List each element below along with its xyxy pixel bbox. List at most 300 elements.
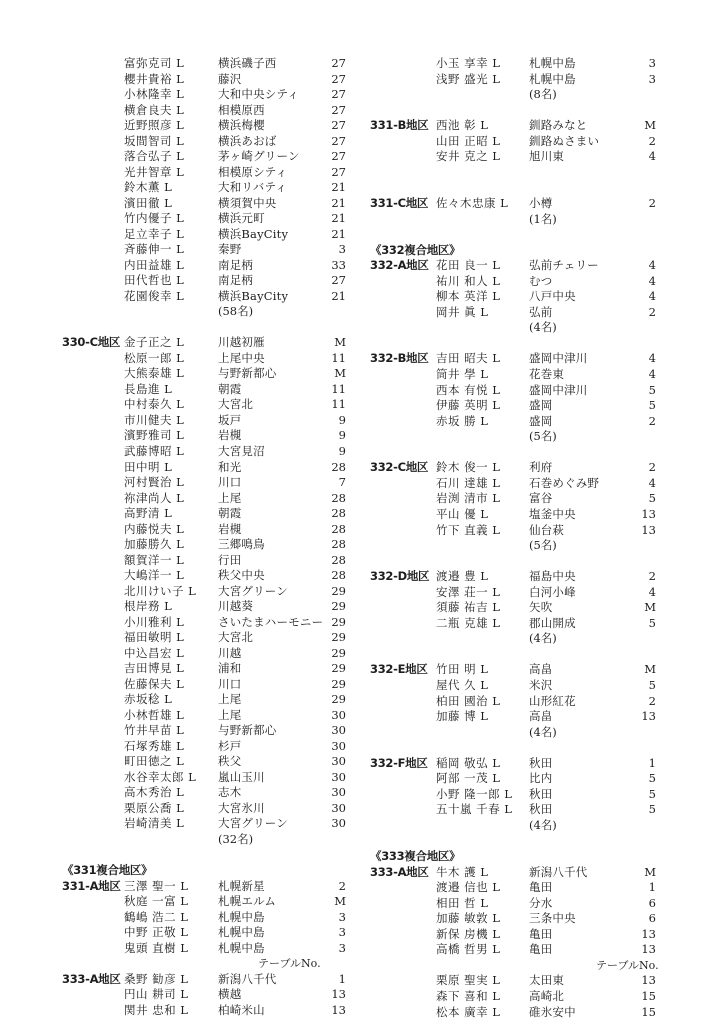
table-number: 28 (331, 521, 346, 536)
member-name: 西本 有悦 L (436, 382, 501, 397)
table-number: 30 (331, 707, 346, 722)
table-number: 29 (331, 692, 346, 707)
member-name: 岩渕 清市 L (436, 491, 501, 506)
list-row (0, 72, 362, 87)
list-row (362, 694, 724, 709)
club-name: 藤沢 (218, 71, 242, 86)
club-name: 比内 (529, 771, 553, 786)
club-name: 碓氷安中 (529, 1004, 576, 1019)
club-name: 札幌中島 (218, 925, 265, 940)
list-row (362, 771, 724, 786)
member-name: 佐藤保夫 L (124, 676, 185, 691)
list-row (362, 1005, 724, 1020)
table-number: 5 (648, 615, 656, 630)
table-number: 28 (331, 490, 346, 505)
list-row (362, 507, 724, 522)
table-number: 21 (331, 180, 346, 195)
table-number: 1 (338, 971, 346, 986)
member-name: 祐川 和人 L (436, 273, 501, 288)
table-number: 3 (648, 71, 656, 86)
club-name: 札幌中島 (529, 71, 576, 86)
list-row (0, 987, 362, 1002)
table-number: 2 (338, 878, 346, 893)
member-name: 筒井 學 L (436, 367, 489, 381)
club-name: 分水 (529, 895, 553, 910)
list-row (0, 522, 362, 537)
member-name: 佐々木忠康 L (436, 195, 509, 210)
club-name: 相模原シティ (218, 164, 288, 179)
member-name: 二瓶 克雄 L (436, 615, 501, 630)
club-name: 札幌中島 (218, 909, 265, 924)
club-name: 三条中央 (529, 911, 576, 926)
table-number: 29 (331, 614, 346, 629)
list-row (362, 72, 724, 87)
table-number: 13 (641, 973, 656, 988)
club-name: さいたまハーモニー (218, 614, 324, 629)
district-label: 330-C地区 (62, 335, 121, 350)
list-row (0, 723, 362, 738)
club-name: 盛岡中津川 (529, 382, 588, 397)
club-name: 福島中央 (529, 569, 576, 584)
club-name: 盛岡中津川 (529, 351, 588, 366)
member-name: 祢津尚人 L (124, 490, 185, 505)
list-row (0, 801, 362, 816)
district-label: 331-A地区 (62, 878, 121, 893)
list-row (362, 398, 724, 413)
table-number: 11 (331, 381, 346, 396)
club-name: 札幌中島 (529, 56, 576, 70)
list-row (0, 149, 362, 164)
table-number: 27 (331, 102, 346, 117)
list-row (0, 879, 362, 894)
member-name: 花園俊幸 L (124, 288, 185, 303)
list-row (0, 460, 362, 475)
list-row (362, 942, 724, 957)
table-number: 29 (331, 630, 346, 645)
member-name: 赤坂稔 L (124, 692, 173, 707)
club-name: 行田 (218, 552, 242, 567)
list-row (362, 429, 724, 444)
club-name: 盛岡 (529, 413, 553, 428)
member-name: 牛木 護 L (436, 864, 489, 879)
member-name: 横倉良夫 L (124, 102, 185, 117)
club-name: 大宮北 (218, 630, 254, 645)
member-name: 三澤 聖一 L (124, 878, 189, 893)
list-row (0, 491, 362, 506)
member-name: 石塚秀雄 L (124, 738, 185, 753)
member-name: 稲岡 敬弘 L (436, 755, 501, 770)
section-heading: 《333複合地区》 (370, 849, 461, 864)
club-name: 志木 (218, 785, 242, 800)
member-name: 福田敏明 L (124, 630, 185, 645)
list-row (0, 770, 362, 785)
list-row (362, 258, 724, 273)
member-name: 鈴木薫 L (124, 180, 173, 195)
list-row (0, 863, 362, 878)
table-number: 9 (338, 412, 346, 427)
list-row (362, 880, 724, 895)
list-row (362, 134, 724, 149)
table-number: 2 (648, 693, 656, 708)
club-name: 大和リバティ (218, 180, 287, 195)
list-row (0, 56, 362, 71)
member-name: 小野 隆一郎 L (436, 786, 513, 801)
club-name: 大宮グリーン (218, 583, 288, 598)
table-number: 30 (331, 816, 346, 831)
member-name: 中村泰久 L (124, 397, 185, 412)
member-name: 河村賢治 L (124, 475, 185, 490)
list-row (0, 754, 362, 769)
table-number: 30 (331, 800, 346, 815)
table-number: 2 (648, 569, 656, 584)
table-number: 13 (641, 709, 656, 724)
list-row (362, 367, 724, 382)
member-name: 西池 彰 L (436, 118, 489, 133)
list-row (362, 958, 724, 973)
club-name: 横浜あおば (218, 133, 277, 148)
member-name: 斉藤伸一 L (124, 242, 185, 257)
club-name: 弘前 (529, 304, 553, 319)
table-number: 27 (331, 273, 346, 288)
list-row (0, 661, 362, 676)
member-name: 中込昌宏 L (124, 645, 185, 660)
member-name: 安澤 荘一 L (436, 584, 501, 599)
section-heading: 《331複合地区》 (62, 863, 153, 878)
club-name: 秋田 (529, 755, 553, 770)
table-number: M (644, 600, 656, 615)
table-number: 13 (641, 926, 656, 941)
table-number: 28 (331, 568, 346, 583)
table-number: 30 (331, 769, 346, 784)
club-name: 大宮氷川 (218, 800, 265, 815)
list-row (362, 600, 724, 615)
table-number: 2 (648, 195, 656, 210)
club-name: 横浜元町 (218, 211, 265, 226)
member-name: 高木秀治 L (124, 785, 185, 800)
member-name: 秋庭 一富 L (124, 894, 189, 909)
club-name: 札幌エルム (218, 894, 277, 909)
club-name: 秋田 (529, 786, 553, 801)
member-count: (5名) (529, 538, 557, 553)
club-name: 釧路ぬさまい (529, 133, 600, 148)
member-name: 平山 優 L (436, 506, 489, 521)
club-name: 利府 (529, 460, 553, 475)
member-name: 櫻井貴裕 L (124, 71, 185, 86)
club-name: 川越葵 (218, 599, 254, 614)
table-number: 3 (338, 925, 346, 940)
table-number-header: テーブルNo. (258, 957, 321, 971)
member-name: 竹下 直義 L (436, 522, 501, 537)
list-row (362, 849, 724, 864)
club-name: 釧路みなと (529, 118, 588, 133)
member-name: 石川 達雄 L (436, 475, 501, 490)
member-name: 鬼頭 直樹 L (124, 940, 189, 955)
district-label: 332-A地区 (370, 258, 429, 273)
member-count: (32名) (218, 832, 254, 846)
club-name: 盛岡 (529, 398, 553, 413)
district-label: 332-F地区 (370, 755, 428, 770)
table-number: M (644, 662, 656, 677)
member-name: 高野清 L (124, 506, 173, 521)
list-row (362, 523, 724, 538)
member-name: 岩崎清美 L (124, 816, 185, 831)
member-name: 大熊泰雄 L (124, 366, 185, 381)
list-row (0, 165, 362, 180)
table-number: 28 (331, 552, 346, 567)
list-row (362, 460, 724, 475)
list-row (0, 273, 362, 288)
list-row (0, 956, 362, 971)
table-number: M (334, 894, 346, 909)
list-row (0, 568, 362, 583)
list-row (0, 894, 362, 909)
member-name: 屋代 久 L (436, 678, 489, 692)
list-row (362, 289, 724, 304)
table-number: 2 (648, 460, 656, 475)
club-name: 嵐山玉川 (218, 769, 265, 784)
table-number: 4 (648, 258, 656, 273)
member-name: 長島進 L (124, 381, 173, 396)
member-count: (4名) (529, 631, 557, 646)
member-name: 水谷幸太郎 L (124, 769, 197, 784)
table-number: 11 (331, 397, 346, 412)
club-name: 石巻めぐみ野 (529, 475, 600, 490)
club-name: 与野新都心 (218, 723, 277, 738)
district-label: 332-C地区 (370, 460, 429, 475)
table-number: 29 (331, 645, 346, 660)
table-number: M (644, 864, 656, 879)
table-number: 29 (331, 599, 346, 614)
club-name: 上尾 (218, 692, 242, 707)
table-number: 9 (338, 444, 346, 458)
table-number: 33 (331, 257, 346, 272)
club-name: 柏崎米山 (218, 1002, 265, 1017)
list-row (0, 739, 362, 754)
list-row (0, 444, 362, 459)
club-name: 新潟八千代 (529, 864, 588, 879)
member-name: 濱野雅司 L (124, 428, 185, 443)
member-name: 金子正之 L (124, 335, 185, 350)
member-name: 鶴嶋 浩二 L (124, 909, 189, 924)
table-number: 5 (648, 802, 656, 817)
table-number: 2 (648, 133, 656, 148)
list-row (0, 630, 362, 645)
table-number: 4 (648, 475, 656, 490)
table-number: 6 (648, 895, 656, 910)
member-name: 竹井早苗 L (124, 723, 185, 738)
member-count: (58名) (218, 304, 254, 319)
table-number: 30 (331, 738, 346, 753)
club-name: 杉戸 (218, 738, 242, 753)
list-row (362, 476, 724, 491)
club-name: 茅ヶ崎グリーン (218, 149, 300, 164)
list-row (362, 212, 724, 227)
club-name: 亀田 (529, 942, 553, 957)
club-name: 高畠 (529, 709, 553, 724)
list-row (362, 274, 724, 289)
member-name: 内田益雄 L (124, 257, 185, 272)
club-name: 米沢 (529, 678, 553, 692)
list-row (362, 118, 724, 133)
member-name: 額賀洋一 L (124, 552, 185, 567)
member-name: 加藤 博 L (436, 709, 489, 724)
member-name: 落合弘子 L (124, 149, 185, 164)
club-name: 仙台萩 (529, 522, 565, 537)
club-name: 新潟八千代 (218, 971, 277, 986)
list-row (362, 787, 724, 802)
member-count: (5名) (529, 429, 557, 444)
club-name: 旭川東 (529, 149, 565, 164)
member-count: (4名) (529, 320, 557, 335)
member-count: (4名) (529, 724, 557, 739)
member-name: 相田 哲 L (436, 895, 489, 910)
club-name: 南足柄 (218, 273, 254, 288)
member-name: 小玉 享幸 L (436, 56, 501, 70)
member-name: 田代哲也 L (124, 273, 185, 288)
club-name: 高畠 (529, 662, 553, 677)
list-row (0, 615, 362, 630)
list-row (362, 491, 724, 506)
list-row (362, 196, 724, 211)
section-heading: 《332複合地区》 (370, 242, 461, 257)
member-name: 吉田博見 L (124, 661, 185, 676)
club-name: 横須賀中央 (218, 195, 277, 210)
club-name: 横浜BayCity (218, 288, 289, 303)
list-row (0, 304, 362, 319)
list-row (0, 366, 362, 381)
list-row (362, 802, 724, 817)
list-row (0, 692, 362, 707)
table-number: 21 (331, 288, 346, 303)
member-name: 渡邉 豊 L (436, 569, 489, 584)
table-number: 13 (641, 522, 656, 537)
club-name: 浦和 (218, 661, 242, 676)
table-number: 27 (331, 164, 346, 179)
club-name: 郡山開成 (529, 615, 576, 630)
club-name: 花巻東 (529, 367, 565, 381)
table-number-header: テーブルNo. (596, 958, 659, 972)
table-number: M (644, 118, 656, 133)
list-row (362, 243, 724, 258)
table-number: 1 (648, 880, 656, 895)
list-row (0, 1003, 362, 1018)
list-row (0, 925, 362, 940)
table-number: 13 (641, 506, 656, 521)
table-number: 9 (338, 428, 346, 443)
club-name: 川口 (218, 676, 242, 691)
list-row (362, 973, 724, 988)
club-name: 大宮グリーン (218, 816, 288, 831)
club-name: 白河小峰 (529, 584, 576, 599)
table-number: 30 (331, 723, 346, 738)
table-number: 27 (331, 133, 346, 148)
club-name: 弘前チェリー (529, 258, 599, 273)
club-name: 亀田 (529, 926, 553, 941)
list-row (0, 351, 362, 366)
club-name: 高崎北 (529, 989, 565, 1003)
list-row (0, 832, 362, 847)
list-row (0, 941, 362, 956)
table-number: 29 (331, 661, 346, 676)
club-name: 塩釜中央 (529, 506, 576, 521)
list-row (0, 196, 362, 211)
club-name: 秋田 (529, 802, 553, 817)
member-name: 田中明 L (124, 459, 173, 474)
table-number: 7 (338, 475, 346, 490)
list-row (0, 258, 362, 273)
club-name: 朝霞 (218, 381, 242, 396)
list-row (0, 118, 362, 133)
list-row (0, 428, 362, 443)
table-number: 5 (648, 398, 656, 413)
member-name: 竹田 明 L (436, 662, 489, 677)
table-number: 4 (648, 289, 656, 304)
member-name: 北川けい子 L (124, 583, 197, 598)
member-name: 赤坂 勝 L (436, 413, 489, 428)
list-row (362, 383, 724, 398)
table-number: 5 (648, 771, 656, 786)
table-number: 29 (331, 676, 346, 691)
list-row (362, 414, 724, 429)
club-name: 岩槻 (218, 428, 242, 443)
list-row (0, 584, 362, 599)
table-number: M (334, 366, 346, 381)
list-row (0, 537, 362, 552)
list-row (362, 725, 724, 740)
list-row (0, 242, 362, 257)
club-name: 和光 (218, 459, 242, 474)
list-row (0, 708, 362, 723)
member-name: 内藤悦夫 L (124, 521, 185, 536)
club-name: 上尾 (218, 490, 242, 505)
list-row (0, 816, 362, 831)
list-row (362, 709, 724, 724)
list-row (0, 227, 362, 242)
list-row (0, 413, 362, 428)
list-row (0, 553, 362, 568)
club-name: 横浜梅櫻 (218, 118, 265, 133)
list-row (362, 569, 724, 584)
list-row (362, 56, 724, 71)
table-number: 30 (331, 754, 346, 769)
club-name: 秩父中央 (218, 568, 265, 583)
table-number: 27 (331, 87, 346, 102)
club-name: 横浜BayCity (218, 226, 289, 241)
list-row (0, 646, 362, 661)
member-name: 松本 廣幸 L (436, 1004, 501, 1019)
table-number: 28 (331, 506, 346, 521)
member-name: 円山 耕司 L (124, 987, 189, 1002)
table-number: 5 (648, 786, 656, 801)
member-name: 桑野 勧彦 L (124, 971, 189, 986)
member-name: 小林隆幸 L (124, 87, 185, 102)
list-row (362, 896, 724, 911)
member-name: 加藤勝久 L (124, 537, 185, 552)
club-name: 札幌新星 (218, 878, 265, 893)
member-name: 吉田 昭夫 L (436, 351, 501, 366)
table-number: 4 (648, 584, 656, 599)
district-label: 332-B地区 (370, 351, 429, 366)
club-name: 秦野 (218, 242, 242, 257)
member-name: 市川健夫 L (124, 412, 185, 427)
list-row (0, 599, 362, 614)
club-name: 上尾 (218, 707, 242, 722)
list-row (0, 910, 362, 925)
list-row (362, 351, 724, 366)
list-row (0, 289, 362, 304)
member-name: 栗原 聖実 L (436, 973, 501, 988)
table-number: 5 (648, 678, 656, 692)
